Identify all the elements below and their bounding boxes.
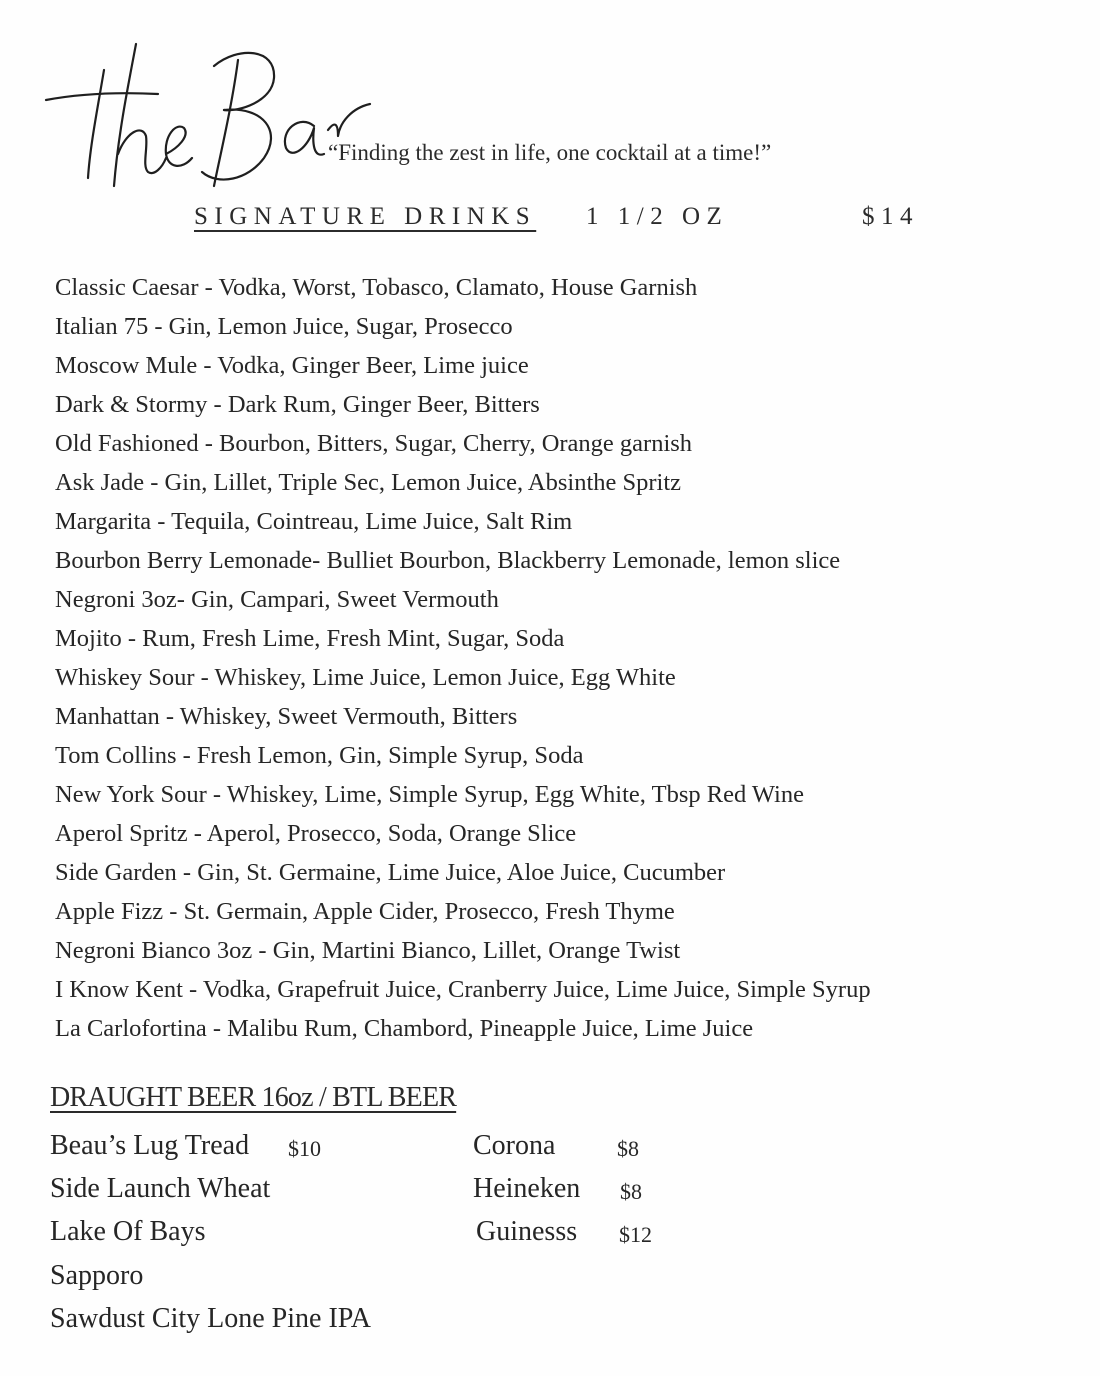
- drink-item: Margarita - Tequila, Cointreau, Lime Juice, Salt Rim: [55, 508, 573, 535]
- drink-item: I Know Kent - Vodka, Grapefruit Juice, Cranberry Juice, Lime Juice, Simple Syrup: [55, 976, 871, 1003]
- drink-item: Whiskey Sour - Whiskey, Lime Juice, Lemon Juice, Egg White: [55, 664, 676, 691]
- bottle-beer-name: Corona: [473, 1130, 556, 1161]
- beer-section-title: DRAUGHT BEER 16oz / BTL BEER: [50, 1082, 457, 1113]
- draught-beer-name: Side Launch Wheat: [50, 1173, 271, 1204]
- draught-beer-name: Sawdust City Lone Pine IPA: [50, 1303, 371, 1334]
- drink-item: Classic Caesar - Vodka, Worst, Tobasco, Clamato, House Garnish: [55, 274, 698, 301]
- drink-item: Negroni 3oz- Gin, Campari, Sweet Vermouth: [55, 586, 499, 613]
- drink-item: Old Fashioned - Bourbon, Bitters, Sugar, Cherry, Orange garnish: [55, 430, 693, 457]
- drink-item: Manhattan - Whiskey, Sweet Vermouth, Bitters: [55, 703, 518, 730]
- drink-item: Aperol Spritz - Aperol, Prosecco, Soda, Orange Slice: [55, 820, 577, 847]
- signature-drinks-price: $14: [862, 203, 919, 230]
- drink-item: Side Garden - Gin, St. Germaine, Lime Juice, Aloe Juice, Cucumber: [55, 859, 726, 886]
- drink-item: Negroni Bianco 3oz - Gin, Martini Bianco, Lillet, Orange Twist: [55, 937, 681, 964]
- signature-drinks-list: [55, 268, 871, 1048]
- drink-item: New York Sour - Whiskey, Lime, Simple Syrup, Egg White, Tbsp Red Wine: [55, 781, 804, 808]
- drink-item: Dark & Stormy - Dark Rum, Ginger Beer, Bitters: [55, 391, 540, 418]
- drink-item: Bourbon Berry Lemonade- Bulliet Bourbon, Blackberry Lemonade, lemon slice: [55, 547, 841, 574]
- draught-beer-name: Beau’s Lug Tread: [50, 1130, 250, 1161]
- drink-item: Moscow Mule - Vodka, Ginger Beer, Lime juice: [55, 352, 529, 379]
- bottle-beer-name: Guinesss: [476, 1216, 578, 1247]
- bottle-beer-price: $8: [620, 1179, 642, 1204]
- bottle-beer-price: $8: [617, 1136, 639, 1161]
- signature-drinks-title: SIGNATURE DRINKS: [194, 203, 537, 230]
- bar-logo: [38, 36, 378, 196]
- drink-item: Tom Collins - Fresh Lemon, Gin, Simple Syrup, Soda: [55, 742, 584, 769]
- bottle-beer-price: $12: [619, 1222, 652, 1247]
- signature-drinks-size: 1 1/2 OZ: [586, 203, 729, 230]
- draught-beer-name: Sapporo: [50, 1260, 144, 1291]
- drink-item: Italian 75 - Gin, Lemon Juice, Sugar, Prosecco: [55, 313, 513, 340]
- drink-item: Mojito - Rum, Fresh Lime, Fresh Mint, Sugar, Soda: [55, 625, 565, 652]
- tagline: “Finding the zest in life, one cocktail at a time!”: [328, 140, 772, 165]
- drink-item: Apple Fizz - St. Germain, Apple Cider, Prosecco, Fresh Thyme: [55, 898, 675, 925]
- drink-item: La Carlofortina - Malibu Rum, Chambord, Pineapple Juice, Lime Juice: [55, 1015, 754, 1042]
- draught-beer-name: Lake Of Bays: [50, 1216, 206, 1247]
- signature-drinks-header: [194, 203, 924, 239]
- draught-beer-price: $10: [288, 1136, 321, 1161]
- drink-item: Ask Jade - Gin, Lillet, Triple Sec, Lemon Juice, Absinthe Spritz: [55, 469, 682, 496]
- bottle-beer-name: Heineken: [473, 1173, 581, 1204]
